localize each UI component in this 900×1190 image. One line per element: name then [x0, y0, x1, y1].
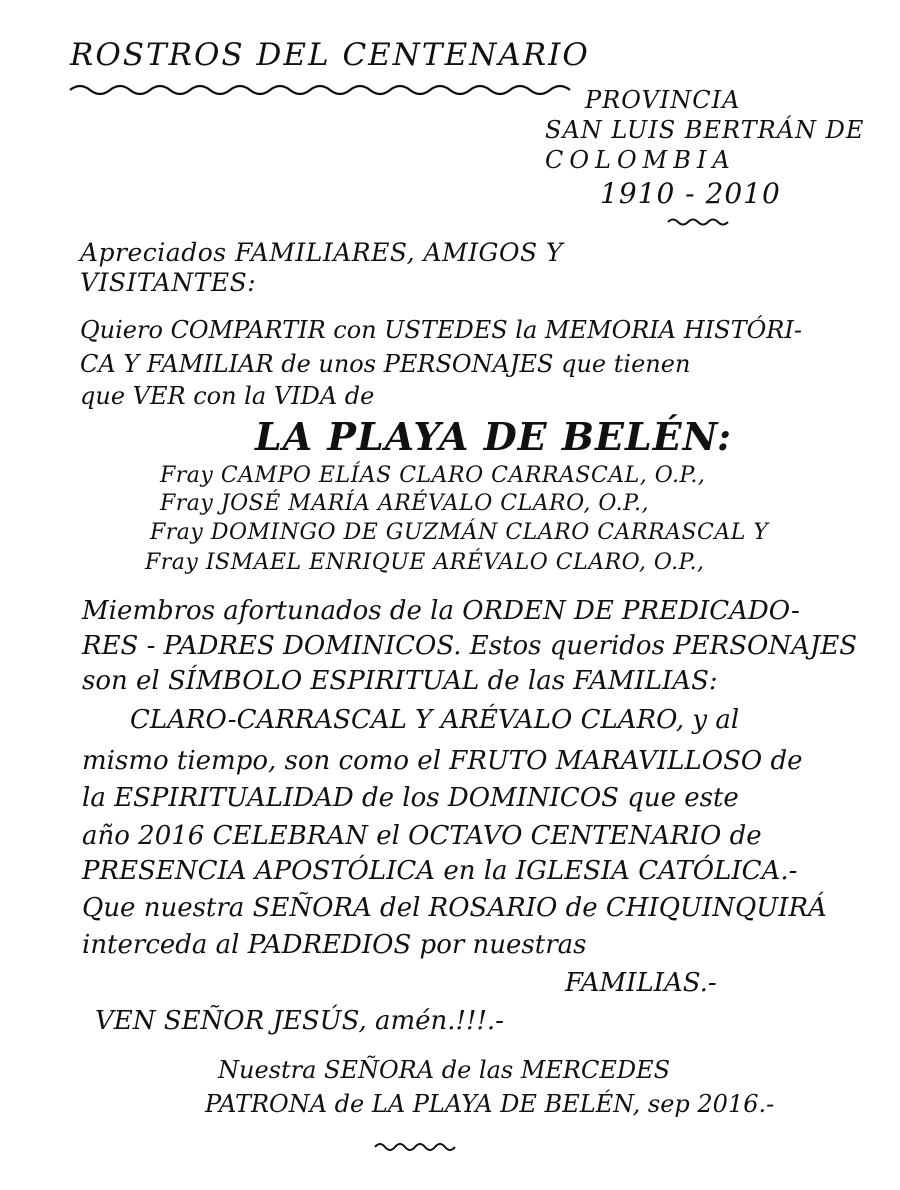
- friar-4: Fray ISMAEL ENRIQUE ARÉVALO CLARO, O.P.,: [145, 550, 705, 575]
- place-title: LA PLAYA DE BELÉN:: [255, 414, 733, 459]
- province-line-3: COLOMBIA: [545, 146, 736, 174]
- province-line-1: PROVINCIA: [585, 86, 741, 114]
- intro-line-2: CA Y FAMILIAR de unos PERSONAJES que tienen: [80, 350, 691, 378]
- salutation-line-2: VISITANTES:: [80, 268, 257, 297]
- body-line-7: año 2016 CELEBRAN el OCTAVO CENTENARIO de: [82, 821, 762, 851]
- title-underline-squiggle: [70, 80, 570, 100]
- friar-1: Fray CAMPO ELÍAS CLARO CARRASCAL, O.P.,: [160, 463, 706, 488]
- body-line-9: Que nuestra SEÑORA del ROSARIO de CHIQUINQUIRÁ: [82, 893, 827, 923]
- signature-squiggle: [375, 1140, 455, 1154]
- province-squiggle: [668, 216, 728, 228]
- body-line-8: PRESENCIA APOSTÓLICA en la IGLESIA CATÓLICA.-: [82, 856, 798, 886]
- friar-2: Fray JOSÉ MARÍA ARÉVALO CLARO, O.P.,: [160, 491, 649, 516]
- signature-line-1: Nuestra SEÑORA de las MERCEDES: [218, 1056, 671, 1084]
- body-line-10: interceda al PADREDIOS por nuestras: [82, 930, 587, 960]
- body-line-4: CLARO-CARRASCAL Y ARÉVALO CLARO, y al: [130, 705, 740, 735]
- province-line-2: SAN LUIS BERTRÁN DE: [545, 116, 865, 144]
- friar-3: Fray DOMINGO DE GUZMÁN CLARO CARRASCAL Y: [150, 520, 769, 545]
- body-line-2: RES - PADRES DOMINICOS. Estos queridos PERSONAJES: [82, 631, 858, 661]
- body-line-3: son el SÍMBOLO ESPIRITUAL de las FAMILIAS:: [82, 666, 718, 696]
- salutation-line-1: Apreciados FAMILIARES, AMIGOS Y: [80, 238, 564, 267]
- closing-line: VEN SEÑOR JESÚS, amén.!!!.-: [95, 1006, 504, 1036]
- body-line-5: mismo tiempo, son como el FRUTO MARAVILLOSO de: [82, 746, 803, 776]
- signature-line-2: PATRONA de LA PLAYA DE BELÉN, sep 2016.-: [205, 1090, 775, 1118]
- body-line-11: FAMILIAS.-: [565, 968, 717, 998]
- intro-line-1: Quiero COMPARTIR con USTEDES la MEMORIA HISTÓRI-: [80, 316, 802, 344]
- province-years: 1910 - 2010: [600, 177, 781, 210]
- intro-line-3: que VER con la VIDA de: [80, 382, 375, 410]
- body-line-1: Miembros afortunados de la ORDEN DE PREDICADO-: [82, 596, 800, 626]
- letter-title: ROSTROS DEL CENTENARIO: [70, 37, 590, 73]
- body-line-6: la ESPIRITUALIDAD de los DOMINICOS que este: [82, 783, 739, 813]
